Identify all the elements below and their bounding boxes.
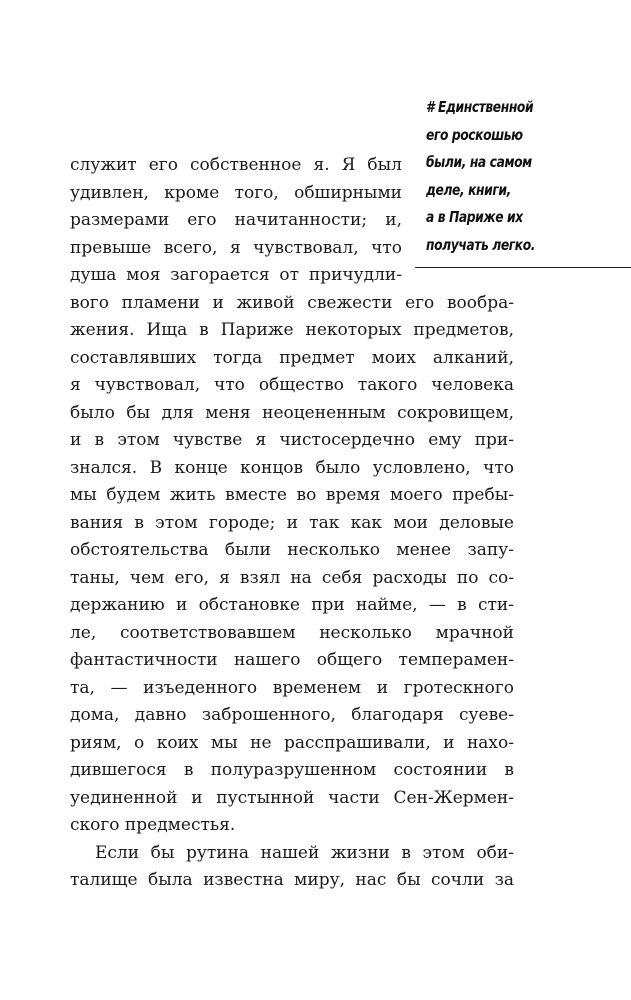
text-line: дившегося в полуразрушенном состоянии в: [70, 760, 514, 780]
margin-note: [426, 94, 626, 259]
text-line: вания в этом городе; и так как мои деловые: [70, 512, 514, 533]
text-line: и в этом чувстве я чистосердечно ему при-: [70, 430, 514, 450]
text-line: превыше всего, я чувствовал, что: [70, 237, 402, 258]
text-line: талище была известна миру, нас бы сочли за: [70, 870, 514, 890]
text-line: риям, о коих мы не расспрашивали, и нахо-: [70, 732, 514, 753]
text-line: размерами его начитанности; и,: [70, 210, 402, 230]
text-line: душа моя загорается от причудли-: [70, 265, 402, 285]
margin-note-line: # Единственной: [426, 98, 534, 116]
text-line: знался. В конце концов было условлено, что: [70, 457, 514, 478]
margin-note-line: были, на самом: [426, 153, 532, 171]
text-line: Если бы рутина нашей жизни в этом оби-: [95, 842, 514, 863]
text-line: вого пламени и живой свежести его вообра-: [70, 292, 514, 313]
margin-note-line: его роскошью: [426, 125, 523, 144]
text-line: ского предместья.: [70, 815, 236, 835]
margin-note-line: получать легко.: [426, 235, 536, 254]
margin-note-line: а в Париже их: [426, 208, 523, 226]
text-line: та, — изъеденного временем и гротескного: [70, 677, 514, 698]
text-line: мы будем жить вместе во время моего пребы-: [70, 485, 514, 505]
margin-note-line: деле, книги,: [426, 180, 511, 199]
text-line: фантастичности нашего общего темперамен-: [70, 650, 514, 670]
text-line: держанию и обстановке при найме, — в сти-: [70, 595, 514, 615]
text-line: было бы для меня неоцененным сокровищем,: [70, 402, 514, 423]
text-line: уединенной и пустынной части Сен-Жермен-: [70, 787, 514, 808]
text-line: дома, давно заброшенного, благодаря суеве-: [70, 705, 514, 725]
text-line: служит его собственное я. Я был: [70, 155, 402, 175]
text-line: жения. Ища в Париже некоторых предметов,: [70, 320, 514, 340]
margin-note-divider: [415, 267, 631, 268]
text-line: таны, чем его, я взял на себя расходы по со-: [70, 567, 514, 588]
text-line: составлявших тогда предмет моих алканий,: [70, 347, 514, 368]
text-line: ле, соответствовавшем несколько мрачной: [70, 622, 514, 643]
text-line: удивлен, кроме того, обширными: [70, 182, 402, 203]
text-line: обстоятельства были несколько менее запу-: [70, 540, 514, 560]
text-line: я чувствовал, что общество такого человека: [70, 375, 514, 395]
